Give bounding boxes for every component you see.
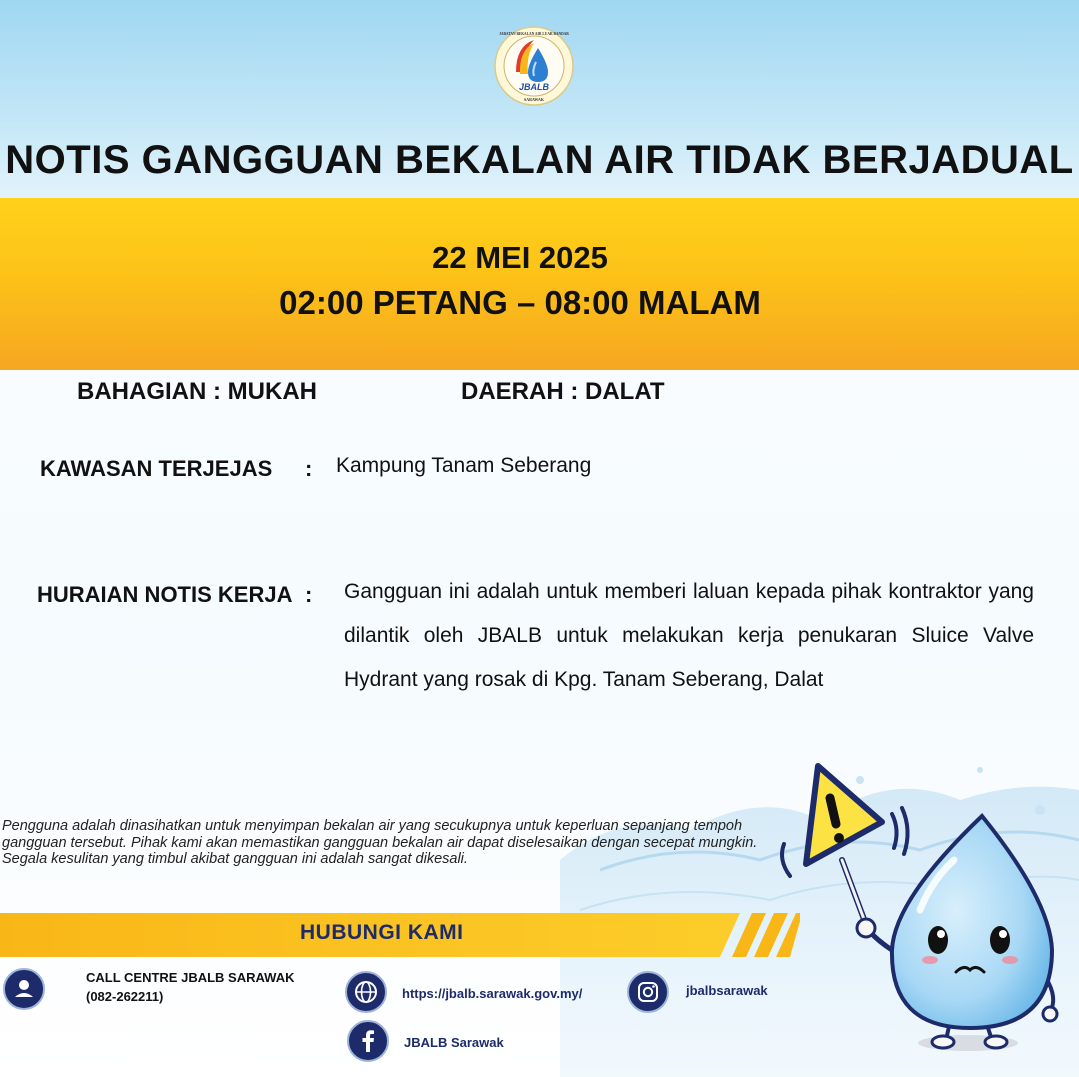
work-notice-label: HURAIAN NOTIS KERJA xyxy=(37,582,293,607)
facebook-page[interactable]: JBALB Sarawak xyxy=(404,1035,504,1050)
affected-area-label: KAWASAN TERJEJAS xyxy=(40,456,273,481)
contact-title: HUBUNGI KAMI xyxy=(300,921,464,944)
call-centre-phone[interactable]: (082-262211) xyxy=(86,989,164,1004)
logo-ring-text: JABATAN BEKALAN AIR LUAR BANDAR xyxy=(499,32,569,36)
user-circle-icon xyxy=(2,967,46,1011)
division-label: BAHAGIAN : MUKAH xyxy=(77,378,317,405)
logo-wordmark: JBALB xyxy=(518,82,550,92)
work-notice-colon: : xyxy=(305,582,313,607)
page-title: NOTIS GANGGUAN BEKALAN AIR TIDAK BERJADUAL xyxy=(5,138,1074,182)
call-centre-label: CALL CENTRE JBALB SARAWAK xyxy=(86,970,295,985)
globe-icon xyxy=(344,970,388,1014)
website-link[interactable]: https://jbalb.sarawak.gov.my/ xyxy=(402,986,583,1001)
district-label: DAERAH : DALAT xyxy=(461,378,665,405)
logo-bottom-text: SARAWAK xyxy=(523,97,545,102)
instagram-handle[interactable]: jbalbsarawak xyxy=(686,983,768,998)
jbalb-logo xyxy=(494,26,574,106)
warning-sign-icon xyxy=(806,766,882,864)
schedule-time: 02:00 PETANG – 08:00 MALAM xyxy=(279,284,761,321)
water-drop-mascot xyxy=(760,760,1079,1077)
affected-area-value: Kampung Tanam Seberang xyxy=(336,454,592,477)
instagram-icon xyxy=(626,970,670,1014)
work-notice-description: Gangguan ini adalah untuk memberi laluan kepada pihak kontraktor yang dilantik oleh JBALB untuk melakukan kerja penukaran Sluice Valve Hydrant yang rosak di Kpg. Tanam Seberang, Dalat xyxy=(344,580,1034,691)
facebook-icon xyxy=(346,1019,390,1063)
schedule-date: 22 MEI 2025 xyxy=(432,240,608,275)
affected-area-colon: : xyxy=(305,456,313,481)
advice-text: Pengguna adalah dinasihatkan untuk menyimpan bekalan air yang secukupnya untuk keperluan sepanjang tempoh gangguan tersebut. Pihak kami akan memastikan gangguan bekalan air dapat diselesaikan dengan secepat mungkin. Segala kesulitan yang timbul akibat gangguan ini adalah sangat dikesali. xyxy=(2,818,758,867)
